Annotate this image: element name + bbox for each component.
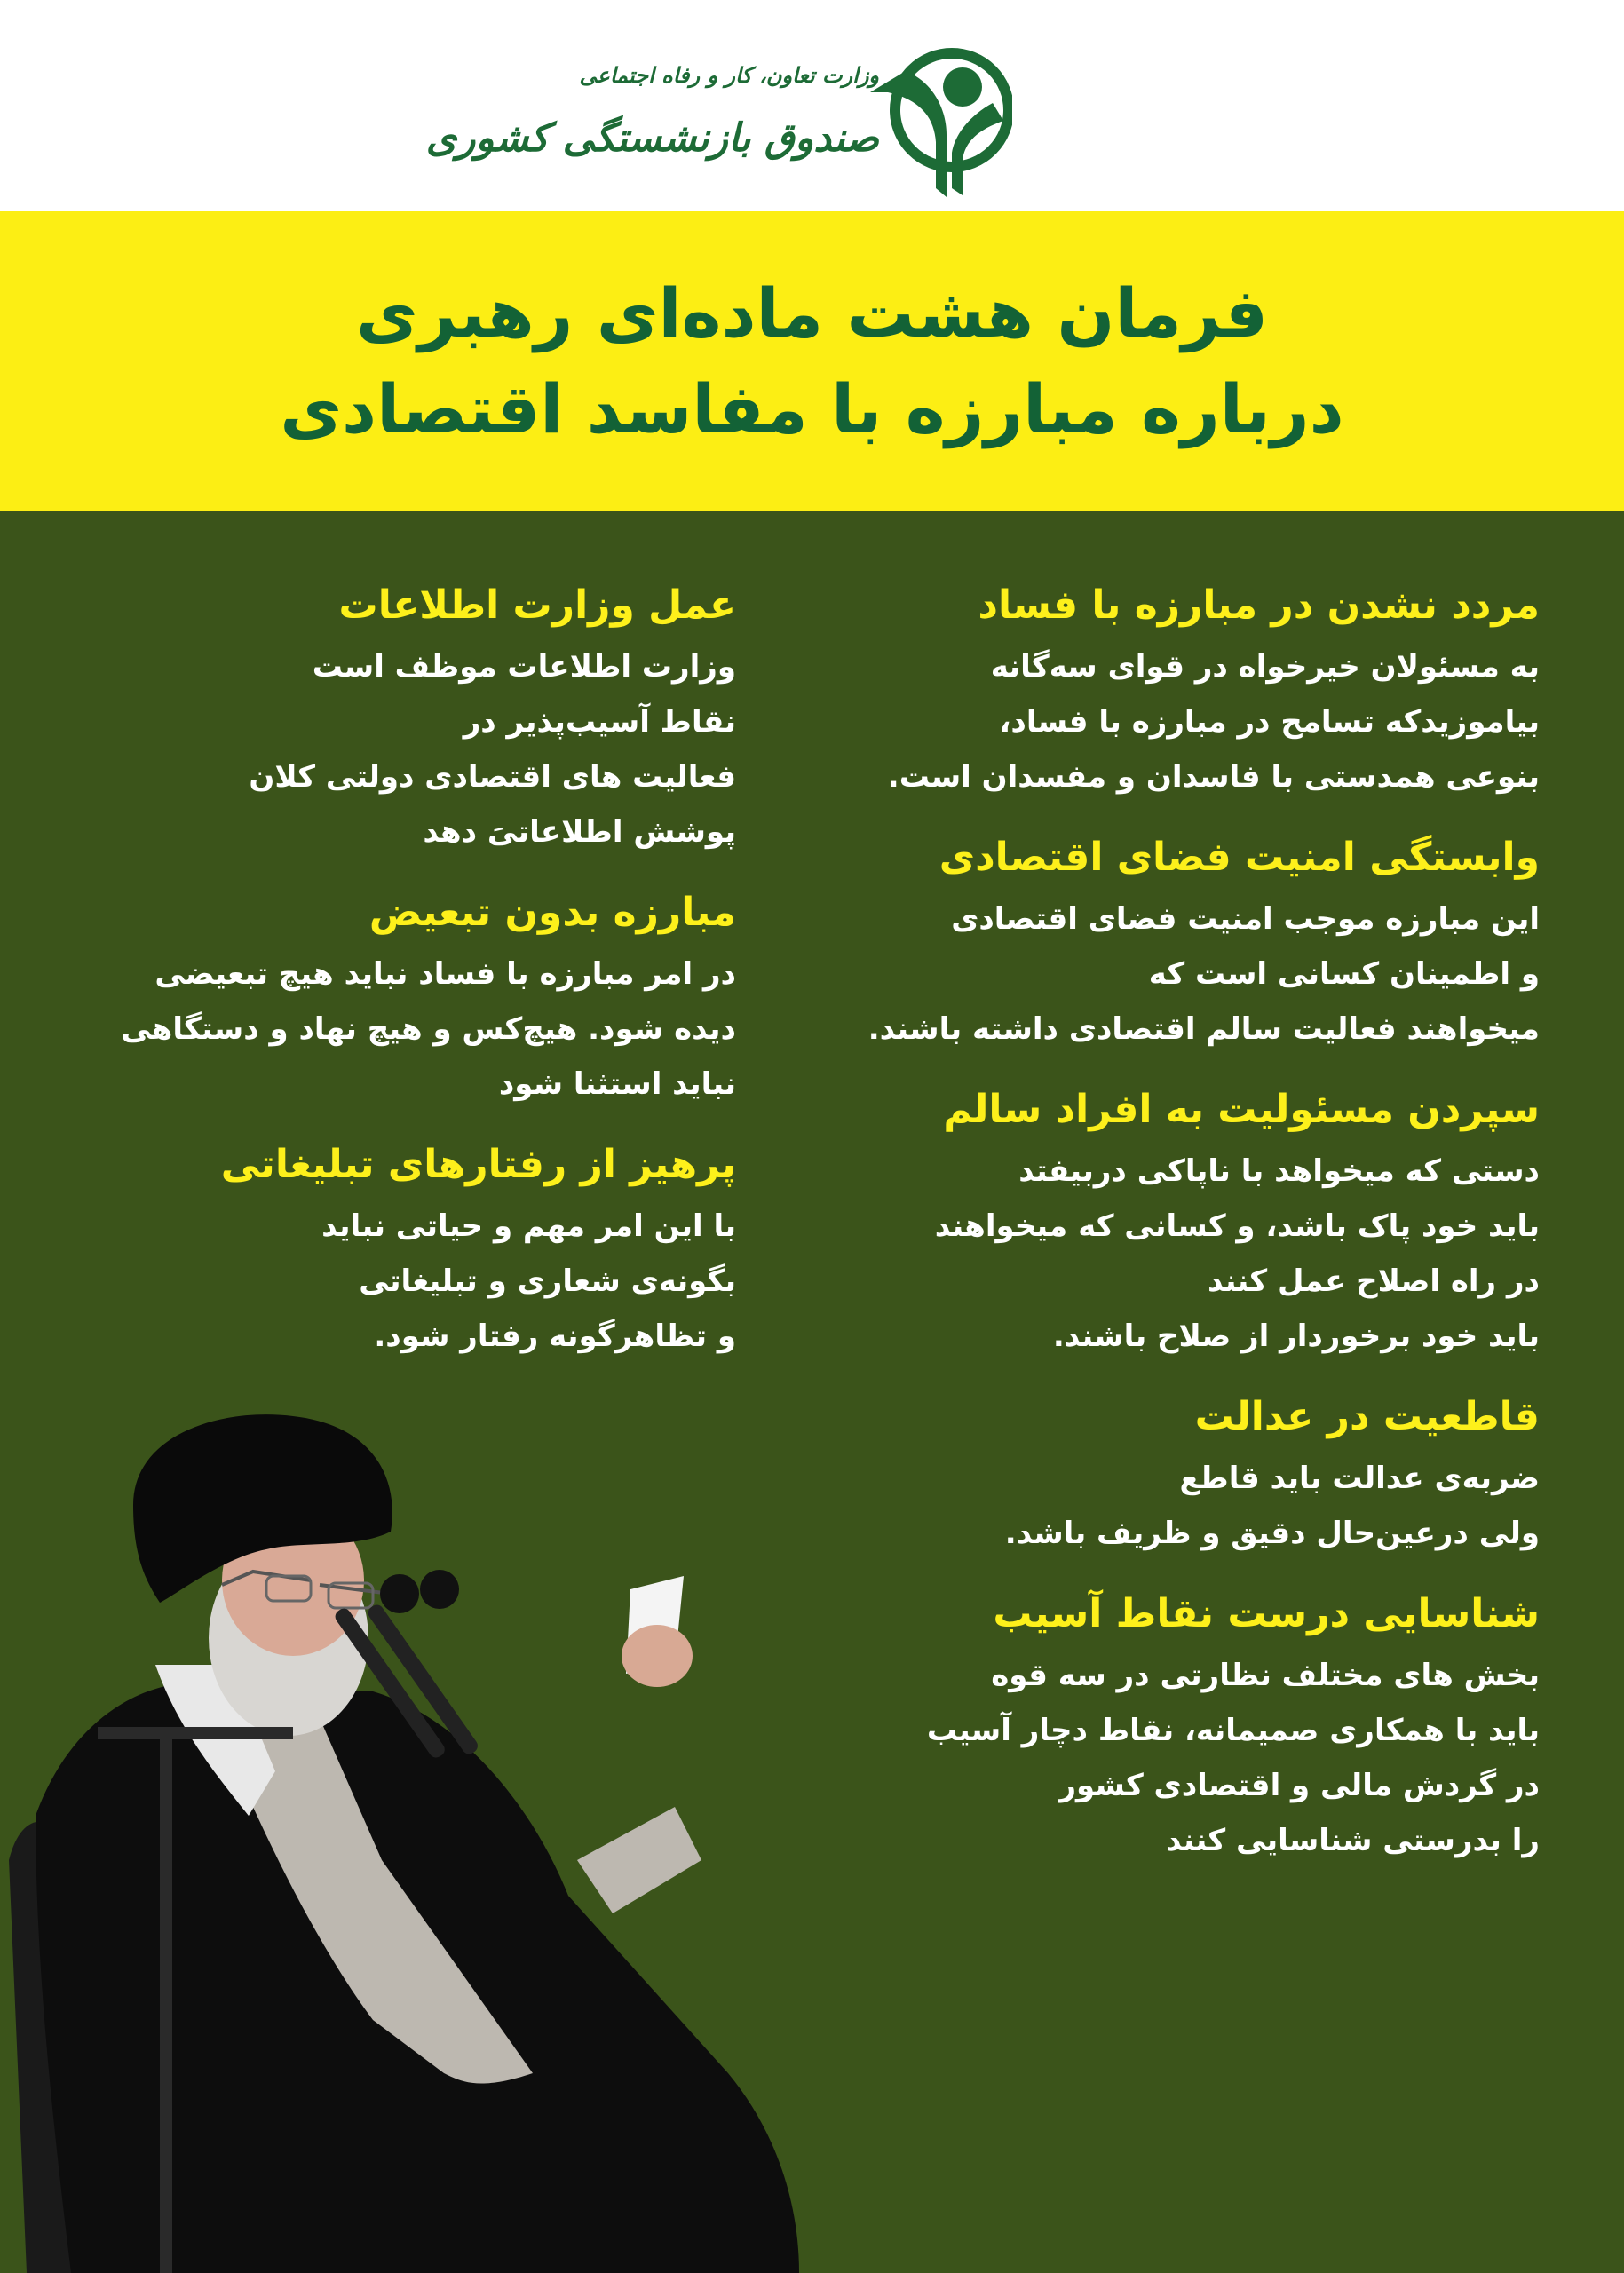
article-line: به مسئولان خیرخواه در قوای سه‌گانه bbox=[990, 649, 1540, 685]
article-line: باید خود برخوردار از صلاح باشند. bbox=[1052, 1319, 1540, 1354]
article-heading: مبارزه بدون تبعیض bbox=[368, 890, 736, 935]
article-line: فعالیت های اقتصادی دولتی کلان bbox=[249, 759, 736, 795]
article-body bbox=[812, 1144, 1540, 1364]
article-heading: قاطعیت در عدالت bbox=[1194, 1394, 1540, 1439]
article-line: بنوعی همدستی با فاسدان و مفسدان است. bbox=[887, 759, 1540, 795]
article-line: بیاموزیدکه تسامح در مبارزه با فساد، bbox=[999, 704, 1540, 740]
page-title-line-2: درباره مبارزه با مفاسد اقتصادی bbox=[280, 369, 1344, 448]
article-line: و اطمینان کسانی است که bbox=[1148, 956, 1540, 992]
article-line: وزارت اطلاعات موظف است bbox=[312, 649, 736, 685]
article-line: نباید استثنا شود bbox=[498, 1066, 736, 1102]
left-column bbox=[61, 577, 736, 1389]
article-line: ولی درعین‌حال دقیق و ظریف باشد. bbox=[1004, 1516, 1540, 1551]
header bbox=[0, 0, 1624, 211]
title-band bbox=[0, 211, 1624, 511]
article-body bbox=[61, 639, 736, 859]
article-item bbox=[812, 1389, 1540, 1561]
article-line: بخش های مختلف نظارتی در سه قوه bbox=[991, 1658, 1540, 1693]
article-line: پوشش اطلاعاتیَ دهد bbox=[423, 814, 736, 850]
article-line: میخواهند فعالیت سالم اقتصادی داشته باشند. bbox=[867, 1011, 1540, 1047]
article-item bbox=[61, 884, 736, 1112]
article-line: بگونه‌ی شعاری و تبلیغاتی bbox=[359, 1263, 736, 1299]
article-body bbox=[812, 1648, 1540, 1868]
page-title-line-1: فرمان هشت ماده‌ای رهبری bbox=[356, 273, 1268, 352]
speaker-portrait bbox=[0, 1398, 799, 2273]
article-heading: سپردن مسئولیت به افراد سالم bbox=[943, 1087, 1540, 1132]
article-item bbox=[812, 577, 1540, 804]
speaker-photo-icon bbox=[0, 1398, 799, 2273]
article-item bbox=[812, 829, 1540, 1057]
article-body bbox=[61, 1199, 736, 1364]
logo bbox=[425, 46, 1012, 197]
article-line: در امر مبارزه با فساد نباید هیچ تبعیضی bbox=[154, 956, 736, 992]
article-line: باید با همکاری صمیمانه، نقاط دچار آسیب bbox=[926, 1713, 1540, 1748]
article-item bbox=[61, 577, 736, 859]
article-line: دستی که میخواهد با ناپاکی دربیفتد bbox=[1018, 1153, 1540, 1189]
pension-fund-emblem-icon bbox=[870, 46, 1012, 197]
article-item bbox=[812, 1586, 1540, 1868]
article-line: در راه اصلاح عمل کنند bbox=[1207, 1263, 1540, 1299]
article-line: دیده شود. هیچ‌کس و هیچ نهاد و دستگاهی bbox=[121, 1011, 736, 1047]
article-line: و تظاهرگونه رفتار شود. bbox=[374, 1319, 736, 1354]
article-heading: مردد نشدن در مبارزه با فساد bbox=[978, 582, 1540, 628]
article-line: در گردش مالی و اقتصادی کشور bbox=[1058, 1768, 1540, 1803]
article-item bbox=[61, 1136, 736, 1364]
article-line: این مبارزه موجب امنیت فضای اقتصادی bbox=[951, 901, 1540, 937]
article-body bbox=[812, 1451, 1540, 1561]
article-heading: وابستگی امنیت فضای اقتصادی bbox=[939, 835, 1540, 880]
article-heading: پرهیز از رفتارهای تبلیغاتی bbox=[220, 1142, 736, 1187]
article-line: با این امر مهم و حیاتی نباید bbox=[321, 1208, 736, 1244]
article-line: باید خود پاک باشد، و کسانی که میخواهند bbox=[934, 1208, 1540, 1244]
organization-name: صندوق بازنشستگی کشوری bbox=[425, 115, 879, 161]
article-body bbox=[61, 946, 736, 1112]
article-line: نقاط آسیب‌پذیر در bbox=[463, 704, 736, 740]
article-item bbox=[812, 1081, 1540, 1364]
article-heading: شناسایی درست نقاط آسیب bbox=[993, 1591, 1540, 1636]
article-body bbox=[812, 891, 1540, 1057]
article-body bbox=[812, 639, 1540, 804]
ministry-name: وزارت تعاون، کار و رفاه اجتماعی bbox=[579, 62, 879, 88]
article-heading: عمل وزارت اطلاعات bbox=[338, 582, 736, 628]
article-line: را بدرستی شناسایی کنند bbox=[1165, 1823, 1540, 1858]
article-line: ضربه‌ی عدالت باید قاطع bbox=[1179, 1461, 1540, 1496]
right-column bbox=[812, 577, 1540, 1893]
